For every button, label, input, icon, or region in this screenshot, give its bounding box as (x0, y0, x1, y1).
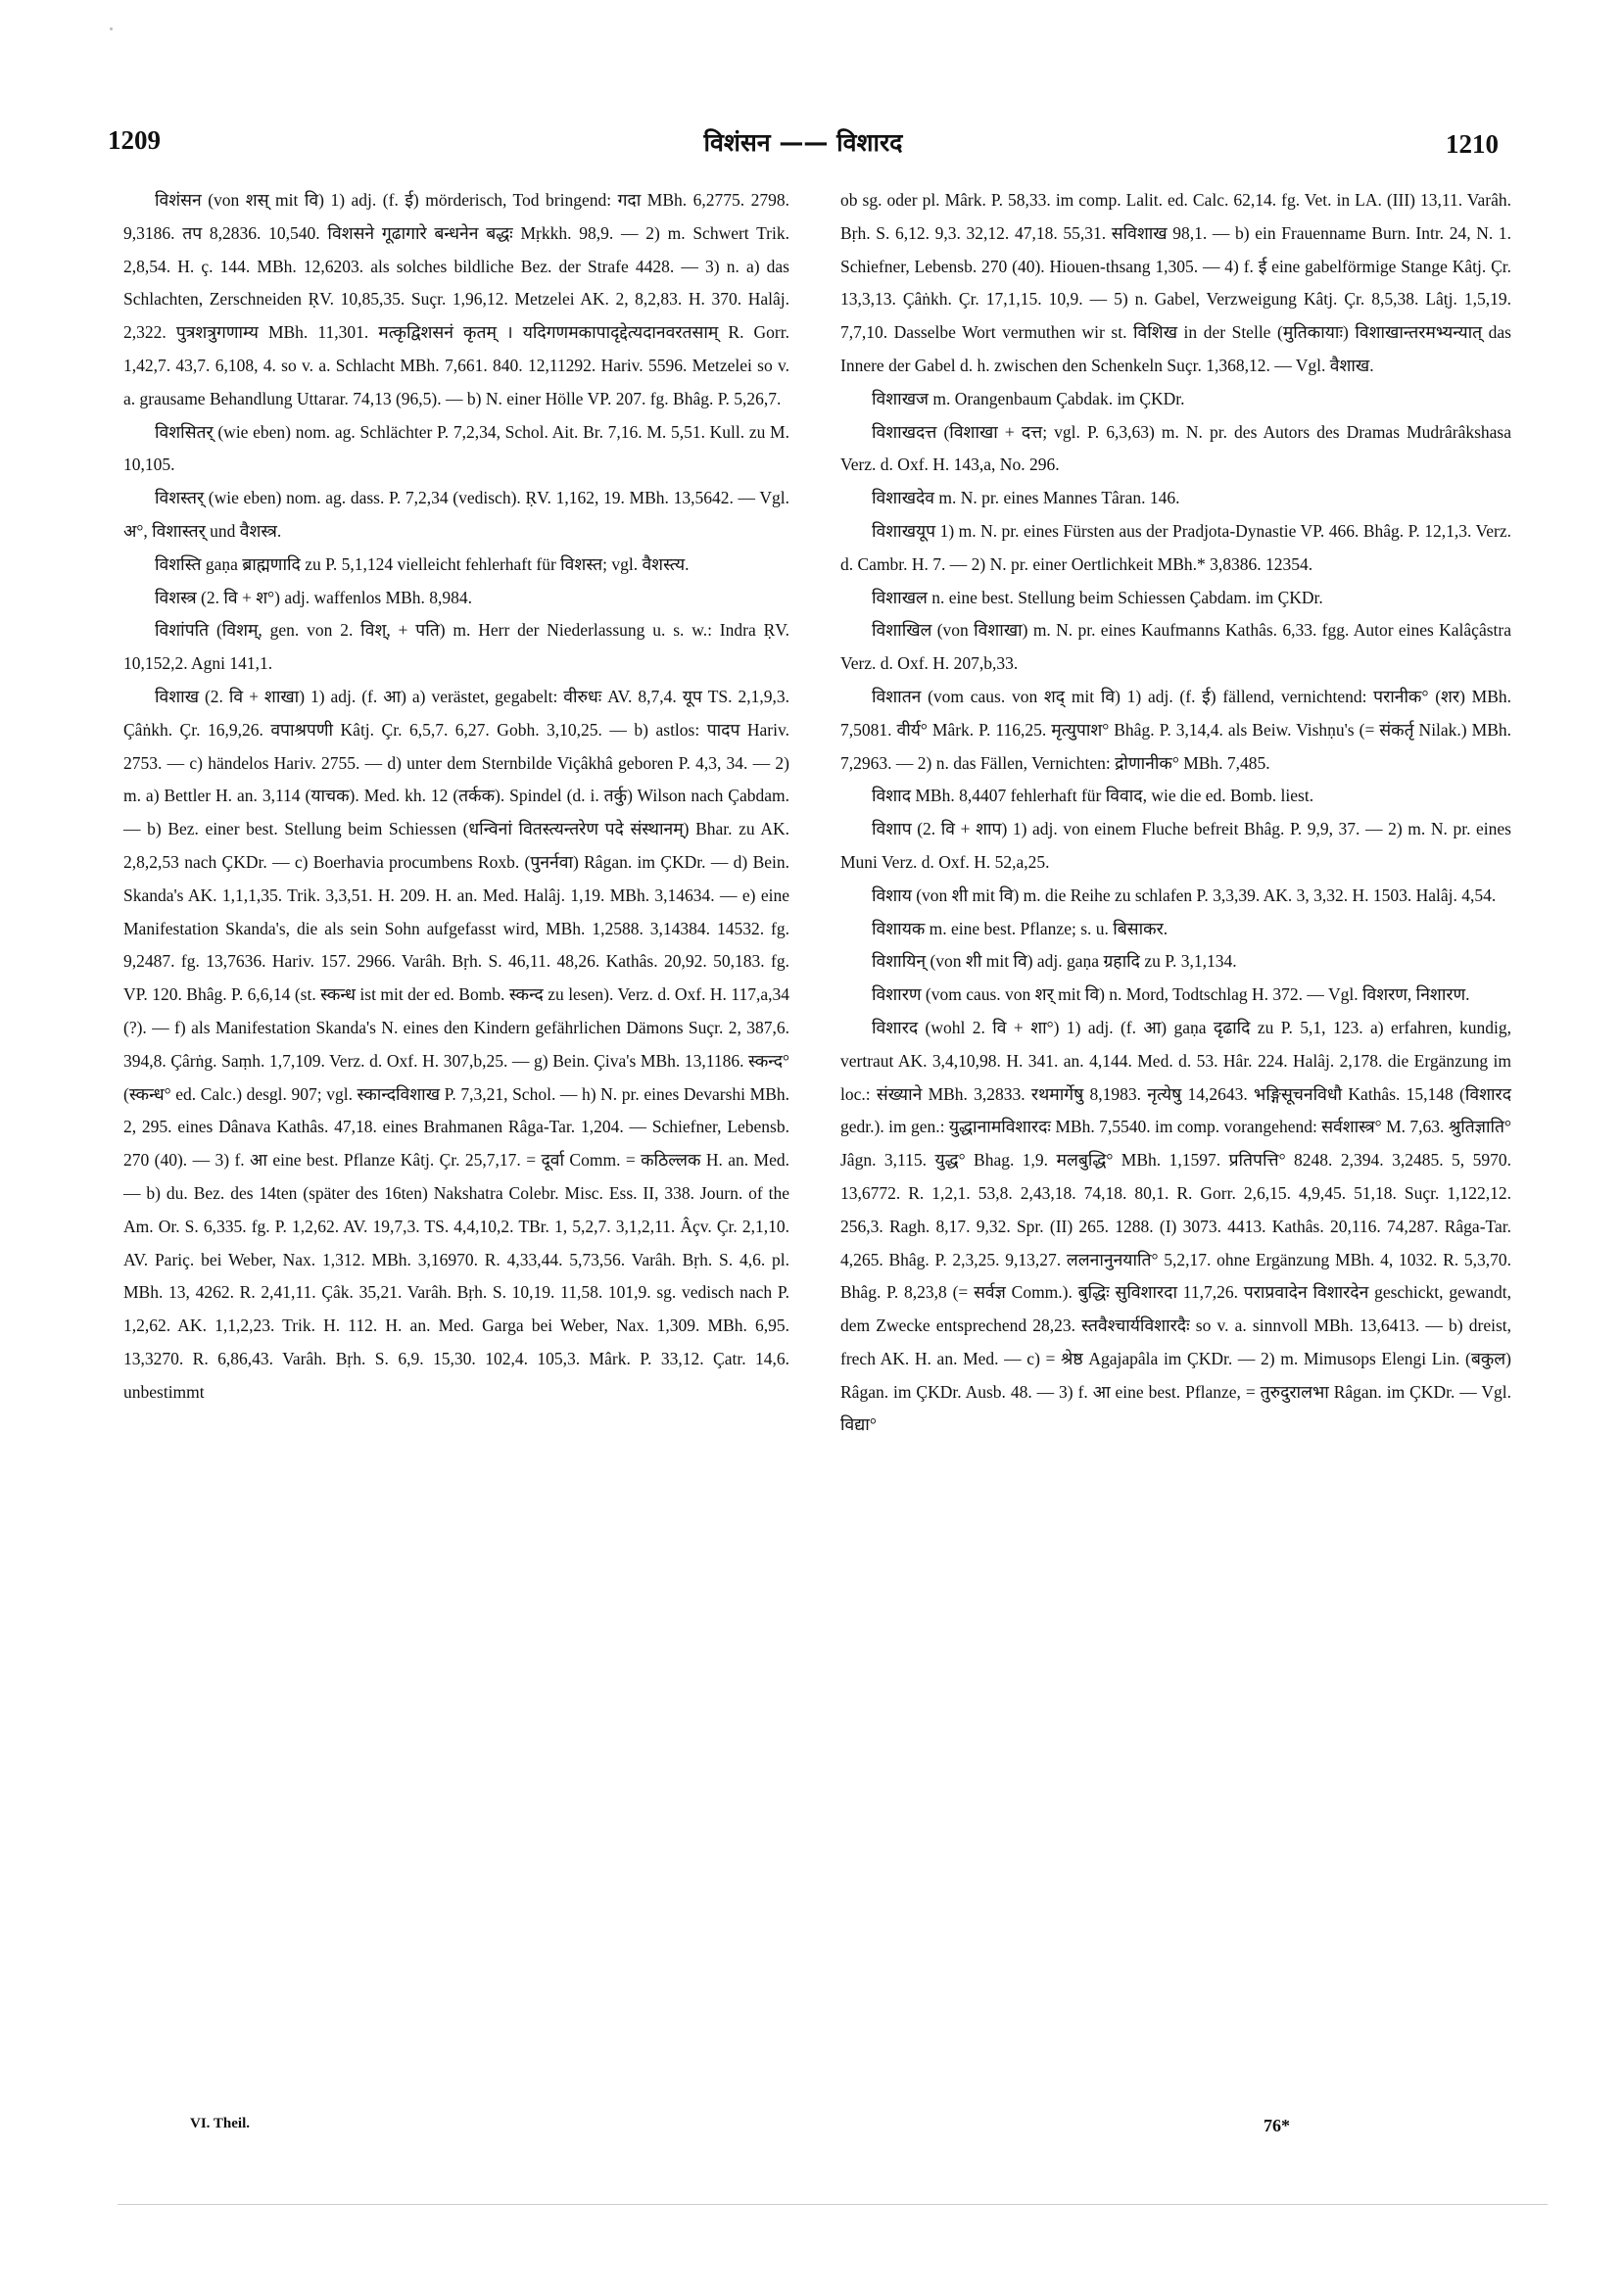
entry-vishapa: विशाप (2. वि + शाप) 1) adj. von einem Fluche befreit Bhâg. P. 9,9, 37. — 2) m. N. pr. eines Muni Verz. d. Oxf. H. 52,a,25. (840, 819, 1511, 872)
entry-vishakhala: विशाखल n. eine best. Stellung beim Schiessen Çabdam. im ÇKDr. (872, 587, 1323, 607)
entry-vishasitar: विशसितर् (wie eben) nom. ag. Schlächter P. 7,2,34, Schol. Ait. Br. 7,16. M. 5,51. Kull. zu M. 10,105. (123, 421, 789, 475)
page-speck (110, 27, 113, 30)
entry-vishaya: विशाय (von शी mit वि) m. die Reihe zu schlafen P. 3,3,39. AK. 3, 3,32. H. 1503. Halâj. 4,54. (872, 885, 1497, 905)
entry-vishastar: विशस्तर् (wie eben) nom. ag. dass. P. 7,2,34 (vedisch). ṚV. 1,162, 19. MBh. 13,5642. — Vgl. अ°, विशास्तर् und वैशस्त्र. (123, 488, 789, 541)
entry-vishada: विशाद MBh. 8,4407 fehlerhaft für विवाद, wie die ed. Bomb. liest. (872, 786, 1314, 806)
entry-vishasti: विशस्ति gaṇa ब्राह्मणादि zu P. 5,1,124 vielleicht fehlerhaft für विशस्त; vgl. वैशस्त्य. (155, 553, 690, 574)
page-number-left: 1209 (108, 125, 161, 155)
entry-vishakhaja: विशाखज m. Orangenbaum Çabdak. im ÇKDr. (872, 388, 1185, 408)
page-number-right: 1210 (1446, 129, 1499, 159)
entry-vishakhadeva: विशाखदेव m. N. pr. eines Mannes Târan. 146. (872, 488, 1180, 508)
entry-vishastra: विशस्त्र (2. वि + श°) adj. waffenlos MBh. 8,984. (155, 587, 472, 607)
entry-visharada: विशारद (wohl 2. वि + शा°) 1) adj. (f. आ) gaṇa दृढादि zu P. 5,1, 123. a) erfahren, kundig, vertraut AK. 3,4,10,98. H. 341. an. 4,144. Med. d. 53. Hâr. 224. Halâj. 2,178. die Ergänzung im loc.: संख्याने MBh. 3,2833. रथमार्गेषु 8,1983. नृत्येषु 14,2643. भङ्गिसूचनविधौ Kathâs. 15,148 (विशारद gedr.). im gen.: युद्धानामविशारदः MBh. 7,5540. im comp. vorangehend: सर्वशास्त्र° M. 7,63. श्रुतिज्ञाति° Jâgn. 3,115. युद्ध° Bhag. 1,9. मलबुद्धि° MBh. 1,1597. प्रतिपत्ति° 8248. 2,394. 3,2485. 5, 5970. 13,6772. R. 1,2,1. 53,8. 2,43,18. 74,18. 80,1. R. Gorr. 2,6,15. 4,9,45. 51,18. Suçr. 1,122,12. 256,3. Ragh. 8,17. 9,32. Spr. (II) 265. 1288. (I) 3073. 4413. Kathâs. 20,116. 74,287. Râga-Tar. 4,265. Bhâg. P. 2,3,25. 9,13,27. ललनानुनयाति° 5,2,17. ohne Ergänzung MBh. 4, 1032. R. 5,3,70. Bhâg. P. 8,23,8 (= सर्वज्ञ Comm.). बुद्धिः सुविशारदा 11,7,26. पराप्रवादेन विशारदेन geschickt, gewandt, dem Zwecke entsprechend 28,23. स्तवैश्चार्यविशारदैः so v. a. sinnvoll MBh. 13,6413. — b) dreist, frech AK. H. an. Med. — c) = श्रेष्ठ Agajapâla im ÇKDr. — 2) m. Mimusops Elengi Lin. (बकुल) Râgan. im ÇKDr. Ausb. 48. — 3) f. आ eine best. Pflanze, = तुरुदुरालभा Râgan. im ÇKDr. — Vgl. विद्या° (840, 1017, 1511, 1435)
volume-note: VI. Theil. (190, 2116, 250, 2131)
bottom-rule (118, 2204, 1548, 2205)
entry-vishayaka: विशायक m. eine best. Pflanze; s. u. बिसाकर. (872, 918, 1169, 938)
entry-vishatana: विशातन (vom caus. von शद् mit वि) 1) adj. (f. ई) fällend, vernichtend: परानीक° (शर) MBh. 7,5081. वीर्य° Mârk. P. 116,25. मृत्युपाश° Bhâg. P. 3,14,4. als Beiw. Vishṇu's (= संकर्तृ Nilak.) MBh. 7,2963. — 2) n. das Fällen, Vernichten: द्रोणानीक° MBh. 7,485. (840, 686, 1511, 773)
entry-vishampati: विशांपति (विशम्, gen. von 2. विश्, + पति) m. Herr der Niederlassung u. s. w.: Indra ṚV. 10,152,2. Agni 141,1. (123, 620, 789, 674)
running-head: विशंसन —— विशारद (703, 128, 903, 157)
entry-vishakhayupa: विशाखयूप 1) m. N. pr. eines Fürsten aus der Pradjota-Dynastie VP. 466. Bhâg. P. 12,1,3. Verz. d. Cambr. H. 7. — 2) N. pr. einer Oertlichkeit MBh.* 3,8386. 12354. (840, 520, 1511, 574)
right-column (840, 184, 1511, 1442)
entry-vishakha: विशाख (2. वि + शाखा) 1) adj. (f. आ) a) verästet, gegabelt: वीरुधः AV. 8,7,4. यूप TS. 2,1,9,3. Çâṅkh. Çr. 16,9,26. वपाश्रपणी Kâtj. Çr. 6,5,7. 6,27. Gobh. 3,10,25. — b) astlos: पादप Hariv. 2753. — c) händelos Hariv. 2755. — d) unter dem Sternbilde Viçâkhâ geboren P. 4,3, 34. — 2) m. a) Bettler H. an. 3,114 (याचक). Med. kh. 12 (तर्कक). Spindel (d. i. तर्कु) Wilson nach Çabdam. — b) Bez. einer best. Stellung beim Schiessen (धन्विनां वितस्त्यन्तरेण पदे संस्थानम्) Bhar. zu AK. 2,8,2,53 nach ÇKDr. — c) Boerhavia procumbens Roxb. (पुनर्नवा) Râgan. im ÇKDr. — d) Bein. Skanda's AK. 1,1,1,35. Trik. 3,3,51. H. 209. H. an. Med. Halâj. 1,19. MBh. 3,14634. — e) eine Manifestation Skanda's, die als sein Sohn aufgefasst wird, MBh. 1,2588. 3,14384. 14532. fg. 9,2487. fg. 13,7636. Hariv. 157. 2966. Varâh. Bṛh. S. 46,11. 48,26. Kathâs. 20,92. 50,183. fg. VP. 120. Bhâg. P. 6,6,14 (st. स्कन्ध ist mit der ed. Bomb. स्कन्द zu lesen). Verz. d. Oxf. H. 117,a,34 (?). — f) als Manifestation Skanda's N. eines den Kindern gefährlichen Dämons Suçr. 2, 387,6. 394,8. Çârṅg. Saṃh. 1,7,109. Verz. d. Oxf. H. 307,b,25. — g) Bein. Çiva's MBh. 13,1186. स्कन्द° (स्कन्ध° ed. Calc.) desgl. 907; vgl. स्कान्दविशाख P. 7,3,21, Schol. — h) N. pr. eines Devarshi MBh. 2, 295. eines Dânava Kathâs. 47,18. eines Brahmanen Râga-Tar. 1,204. — Schiefner, Lebensb. 270 (40). — 3) f. आ eine best. Pflanze Kâtj. Çr. 25,7,17. = दूर्वा Comm. = कठिल्लक H. an. Med. — b) du. Bez. des 14ten (später des 16ten) Nakshatra Colebr. Misc. Ess. II, 338. Journ. of the Am. Or. S. 6,335. fg. P. 1,2,62. AV. 19,7,3. TS. 4,4,10,2. TBr. 1, 5,2,7. 3,1,2,11. Âçv. Çr. 2,1,10. AV. Pariç. bei Weber, Nax. 1,312. MBh. 3,16970. R. 4,33,44. 5,73,56. Varâh. Bṛh. S. 4,6. pl. MBh. 13, 4262. R. 2,41,11. Çâk. 35,21. Varâh. Bṛh. S. 10,19. 11,58. 101,9. sg. vedisch nach P. 1,2,62. AK. 1,1,2,23. Trik. H. 112. H. an. Med. Garga bei Weber, Nax. 1,309. MBh. 6,95. 13,3270. R. 6,86,43. Varâh. Bṛh. S. 6,9. 15,30. 102,4. 105,3. Mârk. P. 33,12. Çatr. 14,6. unbestimmt (123, 686, 789, 1402)
signature-mark: 76* (1264, 2116, 1290, 2135)
entry-vishakha-continued: ob sg. oder pl. Mârk. P. 58,33. im comp. Lalit. ed. Calc. 62,14. fg. Vet. in LA. (III) 13,11. Varâh. Bṛh. S. 6,12. 9,3. 32,12. 47,18. 55,31. सविशाख 98,1. — b) ein Frauenname Burn. Intr. 24, N. 1. Schiefner, Lebensb. 270 (40). Hiouen-thsang 1,305. — 4) f. ई eine gabelförmige Stange Kâtj. Çr. 13,3,13. Çâṅkh. Çr. 17,1,15. 10,9. — 5) n. Gabel, Verzweigung Kâtj. Çr. 8,5,38. Lâṭj. 1,5,19. 7,7,10. Dasselbe Wort vermuthen wir st. विशिख in der Stelle (मुतिकायाः) विशाखान्तरमभ्यन्यात् das Innere der Gabel d. h. zwischen den Schenkeln Suçr. 1,368,12. — Vgl. वैशाख. (840, 190, 1511, 375)
left-column (123, 184, 789, 1409)
page-header (108, 125, 1499, 165)
entry-visharana: विशारण (vom caus. von शर् mit वि) n. Mord, Todtschlag H. 372. — Vgl. विशरण, निशारण. (872, 984, 1470, 1005)
entry-vishamsana: विशंसन (von शस् mit वि) 1) adj. (f. ई) mörderisch, Tod bringend: गदा MBh. 6,2775. 2798. 9,3186. तप 8,2836. 10,540. विशसने गूढागारे बन्धनेन बद्धः Mṛkkh. 98,9. — 2) m. Schwert Trik. 2,8,54. H. ç. 144. MBh. 12,6203. als solches bildliche Bez. der Strafe 4428. — 3) n. a) das Schlachten, Zerschneiden ṚV. 10,85,35. Suçr. 1,96,12. Metzelei AK. 2, 8,2,83. H. 370. Halâj. 2,322. पुत्रशत्रुगणाम्य MBh. 11,301. मत्कृद्विशसनं कृतम् । यदिगणमकापादृद्देत्यदानवरतसाम् R. Gorr. 1,42,7. 43,7. 6,108, 4. so v. a. Schlacht MBh. 7,661. 840. 12,11292. Hariv. 5596. Metzelei so v. a. grausame Behandlung Uttarar. 74,13 (96,5). — b) N. einer Hölle VP. 207. fg. Bhâg. P. 5,26,7. (123, 190, 789, 408)
entry-vishakhadatta: विशाखदत्त (विशाखा + दत्त; vgl. P. 6,3,63) m. N. pr. des Autors des Dramas Mudrârâkshasa Verz. d. Oxf. H. 143,a, No. 296. (840, 421, 1511, 475)
entry-vishakhila: विशाखिल (von विशाखा) m. N. pr. eines Kaufmanns Kathâs. 6,33. fgg. Autor eines Kalâçâstra Verz. d. Oxf. H. 207,b,33. (840, 620, 1511, 674)
entry-vishayin: विशायिन् (von शी mit वि) adj. gaṇa ग्रहादि zu P. 3,1,134. (872, 951, 1237, 972)
